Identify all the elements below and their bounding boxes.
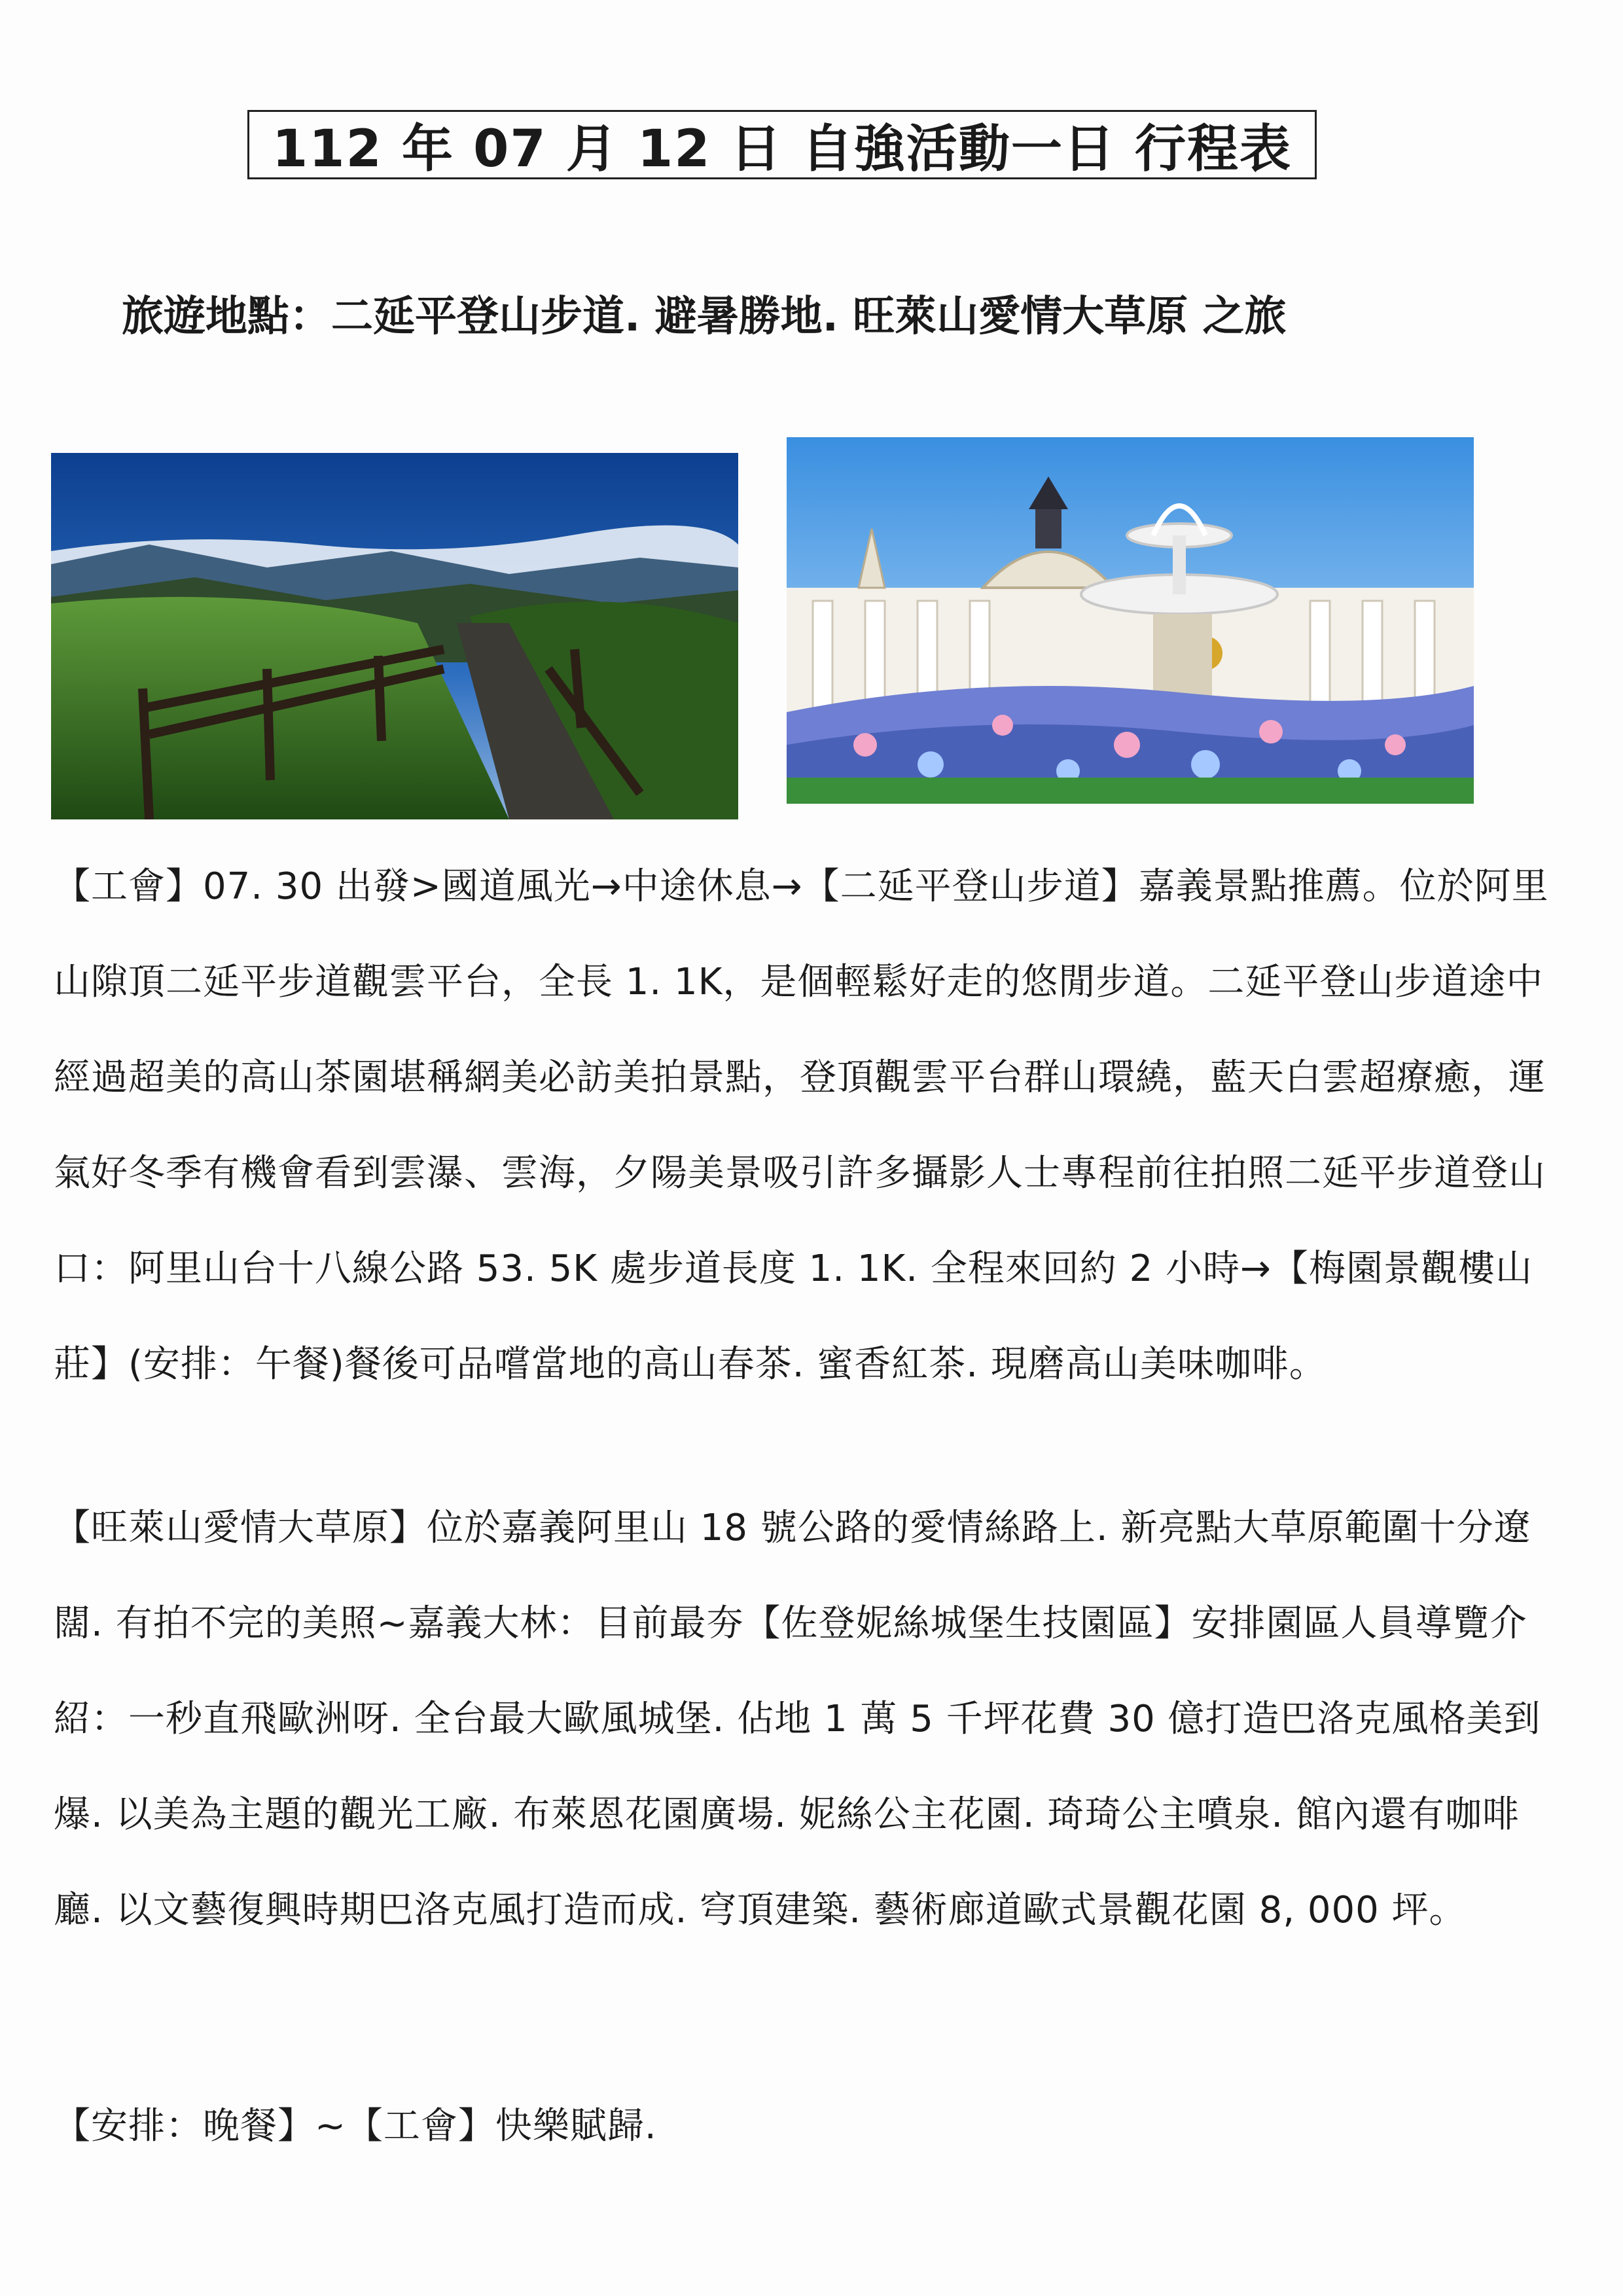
castle-fountain-image <box>787 437 1474 804</box>
paragraph-text: 【工會】07. 30 出發>國道風光→中途休息→【二延平登山步道】嘉義景點推薦。位於阿里山隙頂二延平步道觀雲平台，全長 1. 1K，是個輕鬆好走的悠閒步道。二延平登山步道途中經過超美的高山茶園堪稱網美必訪美拍景點，登頂觀雲平台群山環繞，藍天白雲超療癒，運氣好冬季有機會看到雲瀑、雲海，夕陽美景吸引許多攝影人士專程前往拍照二延平步道登山口：阿里山台十八線公路 53. 5K 處步道長度 1. 1K. 全程來回約 2 小時→【梅園景觀樓山莊】(安排：午餐)餐後可品嚐當地的高山春茶. 蜜香紅茶. 現磨高山美味咖啡。 <box>54 865 1549 1386</box>
mountain-trail-image <box>51 453 738 819</box>
destination-subtitle: 旅遊地點：二延平登山步道. 避暑勝地. 旺萊山愛情大草原 之旅 <box>122 293 1287 341</box>
paragraph-text: 【安排：晚餐】~【工會】快樂賦歸. <box>54 2105 657 2147</box>
itinerary-paragraph-morning <box>54 839 1565 1412</box>
itinerary-paragraph-evening <box>54 2079 1565 2174</box>
page-title: 112 年 07 月 12 日 自強活動一日 行程表 <box>247 110 1317 179</box>
itinerary-paragraph-afternoon <box>54 1480 1565 1958</box>
mountain-trail-photo <box>51 453 738 819</box>
paragraph-text: 【旺萊山愛情大草原】位於嘉義阿里山 18 號公路的愛情絲路上. 新亮點大草原範圍十分遼闊. 有拍不完的美照~嘉義大林：目前最夯【佐登妮絲城堡生技園區】安排園區人員導覽介紹：一秒直飛歐洲呀. 全台最大歐風城堡. 佔地 1 萬 5 千坪花費 30 億打造巴洛克風格美到爆. 以美為主題的觀光工廠. 布萊恩花園廣場. 妮絲公主花園. 琦琦公主噴泉. 館內還有咖啡廳. 以文藝復興時期巴洛克風打造而成. 穹頂建築. 藝術廊道歐式景觀花園 8, 000 坪。 <box>54 1507 1541 1931</box>
castle-fountain-photo <box>787 437 1474 804</box>
